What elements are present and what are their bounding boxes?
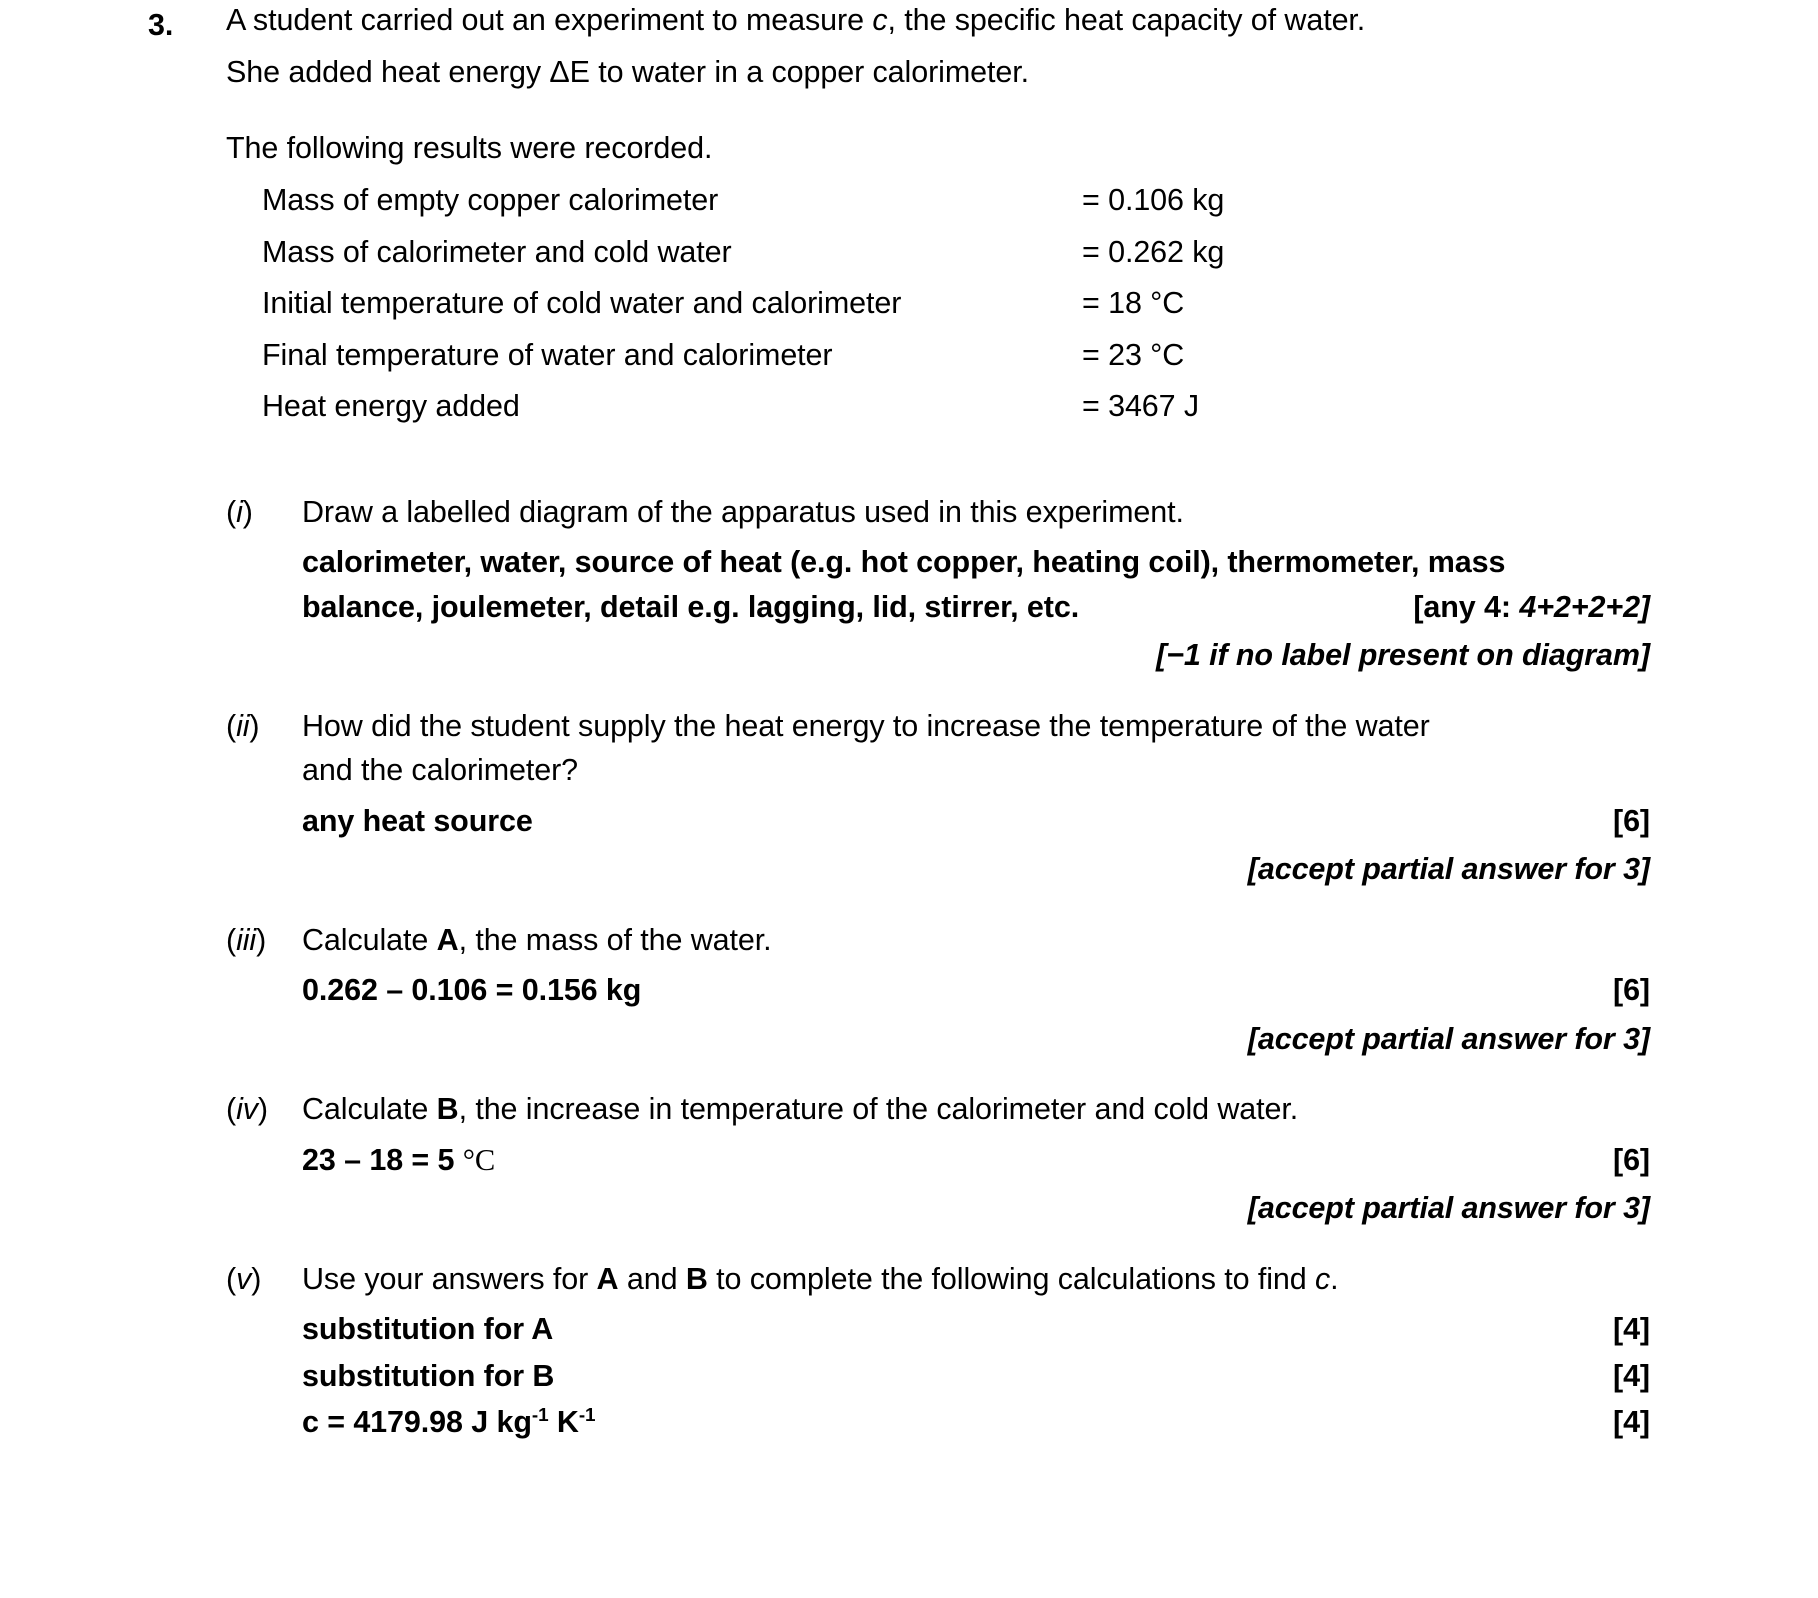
part-ii-mark: [6] bbox=[1613, 803, 1650, 838]
stem-line-1-part-b: , the specific heat capacity of water. bbox=[887, 2, 1366, 37]
part-v-mark-3: [4] bbox=[1613, 1405, 1650, 1439]
result-label: Initial temperature of cold water and calorimeter bbox=[262, 286, 902, 320]
part-i-answer-line-2: balance, joulemeter, detail e.g. lagging, lid, stirrer, etc. bbox=[302, 589, 1080, 624]
part-iii-answer: 0.262 – 0.106 = 0.156 kg bbox=[302, 973, 642, 1007]
part-iii-body bbox=[302, 922, 1818, 1056]
part-v-mark-1: [4] bbox=[1613, 1312, 1650, 1346]
part-i-body bbox=[302, 494, 1818, 672]
part-iv-answer bbox=[302, 1142, 1589, 1177]
part-v-answer-row-1 bbox=[302, 1314, 1650, 1345]
part-iii-answer-row bbox=[302, 975, 1650, 1006]
part-iii-question-a: Calculate bbox=[302, 922, 437, 957]
stem-line-3: The following results were recorded. bbox=[226, 130, 713, 165]
part-ii bbox=[226, 708, 1818, 886]
part-i-mark-italic: 4+2+2+2] bbox=[1519, 589, 1650, 624]
part-v-mark-2: [4] bbox=[1613, 1358, 1650, 1393]
table-row bbox=[262, 234, 1442, 269]
part-v-final-answer bbox=[302, 1404, 1589, 1439]
part-iv-question-a: Calculate bbox=[302, 1092, 437, 1126]
part-iv-question-b: , the increase in temperature of the calorimeter and cold water. bbox=[458, 1092, 1299, 1126]
result-label: Mass of calorimeter and cold water bbox=[262, 234, 732, 269]
result-label: Mass of empty copper calorimeter bbox=[262, 183, 719, 217]
part-ii-body bbox=[302, 708, 1818, 886]
stem-line-1-part-a: A student carried out an experiment to measure bbox=[226, 2, 873, 37]
part-iv-answer-unit: °C bbox=[462, 1142, 496, 1177]
part-iii-mark: [6] bbox=[1613, 973, 1650, 1007]
result-value: = 0.262 kg bbox=[1082, 234, 1225, 269]
part-iii bbox=[226, 922, 1818, 1056]
result-value: = 3467 J bbox=[1082, 389, 1200, 423]
part-iv-answer-value: 23 – 18 = 5 bbox=[302, 1142, 463, 1177]
part-v-final-exponent-2: -1 bbox=[578, 1404, 596, 1426]
part-ii-answer: any heat source bbox=[302, 803, 533, 838]
part-ii-note: [accept partial answer for 3] bbox=[1247, 852, 1650, 886]
result-value: = 18 °C bbox=[1082, 286, 1185, 320]
symbol-A-bold: A bbox=[436, 922, 459, 957]
part-iv-body bbox=[302, 1094, 1818, 1224]
part-i-answer-line-1: calorimeter, water, source of heat (e.g. hot copper, heating coil), thermometer, mass bbox=[302, 545, 1506, 579]
part-iv-roman: iv bbox=[236, 1092, 258, 1126]
part-v-final-prefix: c = 4179.98 J kg bbox=[302, 1405, 532, 1439]
spacer bbox=[226, 110, 1648, 133]
part-v-label: (v) bbox=[226, 1261, 262, 1296]
part-iv-note: [accept partial answer for 3] bbox=[1247, 1191, 1650, 1225]
part-ii-question-line-2: and the calorimeter? bbox=[302, 753, 579, 787]
spacer bbox=[0, 671, 1818, 711]
part-iv bbox=[226, 1094, 1818, 1224]
part-ii-answer-row bbox=[302, 803, 1650, 838]
symbol-A-bold: A bbox=[596, 1261, 619, 1296]
part-iii-label: (iii) bbox=[226, 922, 267, 957]
part-v-final-mid: K bbox=[548, 1405, 579, 1439]
table-row bbox=[262, 185, 1442, 216]
question-number: 3. bbox=[148, 8, 174, 42]
part-iv-label: (iv) bbox=[226, 1092, 268, 1126]
part-i-mark bbox=[1389, 589, 1650, 624]
part-i-label: (i) bbox=[226, 494, 253, 529]
part-iii-roman: iii bbox=[236, 922, 257, 957]
table-row bbox=[262, 391, 1442, 422]
part-iii-question-b: , the mass of the water. bbox=[458, 922, 772, 957]
table-row bbox=[262, 337, 1442, 372]
stem-line-1 bbox=[226, 2, 1648, 37]
result-label: Final temperature of water and calorimeter bbox=[262, 337, 833, 372]
results-table bbox=[262, 185, 1442, 422]
part-i-answer-block bbox=[302, 547, 1650, 622]
part-v-question-a: Use your answers for bbox=[302, 1261, 597, 1296]
part-v bbox=[226, 1261, 1818, 1439]
symbol-B-bold: B bbox=[436, 1092, 459, 1126]
part-ii-roman: ii bbox=[236, 708, 250, 743]
part-v-answer-row-3 bbox=[302, 1404, 1650, 1439]
part-i-question: Draw a labelled diagram of the apparatus used in this experiment. bbox=[302, 494, 1184, 529]
part-iii-note: [accept partial answer for 3] bbox=[1247, 1021, 1650, 1056]
part-v-question bbox=[302, 1261, 1650, 1296]
result-value: = 23 °C bbox=[1082, 337, 1185, 372]
part-v-question-end: . bbox=[1330, 1261, 1339, 1296]
result-value: = 0.106 kg bbox=[1082, 183, 1225, 217]
part-v-answer-2: substitution for B bbox=[302, 1358, 555, 1393]
part-v-question-b: to complete the following calculations to find bbox=[707, 1261, 1315, 1296]
part-ii-label: (ii) bbox=[226, 708, 260, 743]
part-iv-mark: [6] bbox=[1613, 1142, 1650, 1177]
part-i-answer-line-2-row bbox=[302, 589, 1650, 624]
question-stem bbox=[226, 2, 1648, 165]
symbol-c-italic: c bbox=[1315, 1261, 1331, 1296]
result-label: Heat energy added bbox=[262, 389, 520, 423]
spacer bbox=[0, 885, 1818, 925]
part-i bbox=[226, 494, 1818, 672]
part-v-answer-row-2 bbox=[302, 1358, 1650, 1393]
part-ii-question-line-1: How did the student supply the heat energy to increase the temperature of the water bbox=[302, 708, 1430, 743]
part-i-roman: i bbox=[236, 494, 243, 529]
spacer bbox=[0, 1224, 1818, 1264]
part-v-roman: v bbox=[236, 1261, 252, 1296]
part-i-note: [−1 if no label present on diagram] bbox=[1156, 638, 1650, 672]
part-iii-question bbox=[302, 922, 1650, 957]
part-v-question-mid: and bbox=[618, 1261, 686, 1296]
spacer bbox=[0, 443, 1818, 497]
spacer bbox=[0, 1054, 1818, 1094]
part-v-body bbox=[302, 1261, 1818, 1439]
symbol-B-bold: B bbox=[685, 1261, 708, 1296]
part-iv-question bbox=[302, 1094, 1650, 1125]
part-v-answer-1: substitution for A bbox=[302, 1312, 554, 1346]
symbol-c-italic: c bbox=[872, 2, 888, 37]
part-v-final-exponent-1: -1 bbox=[531, 1404, 549, 1426]
stem-line-2: She added heat energy ΔE to water in a copper calorimeter. bbox=[226, 55, 1029, 89]
part-iv-answer-row bbox=[302, 1142, 1650, 1177]
part-i-mark-prefix: [any 4: bbox=[1413, 589, 1520, 624]
table-row bbox=[262, 288, 1442, 319]
